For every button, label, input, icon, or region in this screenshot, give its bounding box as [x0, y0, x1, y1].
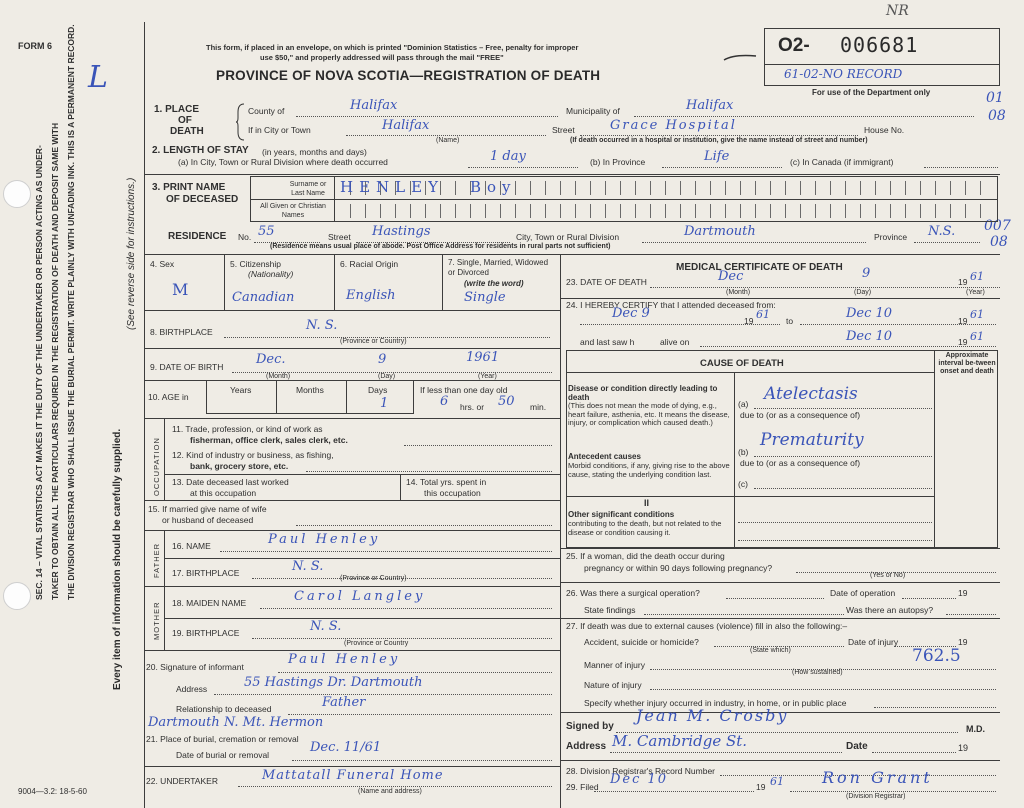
citizenship-label: 5. Citizenship: [230, 259, 282, 269]
street-label: Street: [552, 125, 575, 135]
stay-label: 2. LENGTH OF STAY: [152, 145, 249, 156]
stay-b-value: Life: [704, 149, 730, 164]
antecedent-note: Morbid conditions, if any, giving rise to the above cause, stating the underlying condition last.: [568, 461, 730, 479]
age-hrs-value: 6: [440, 394, 449, 409]
city-label: If in City or Town: [248, 125, 311, 135]
age-label: 10. AGE in: [148, 392, 189, 402]
occupation-side-label: OCCUPATION: [152, 437, 161, 496]
medical-heading: MEDICAL CERTIFICATE OF DEATH: [676, 262, 843, 273]
registrar-signature: Ron Grant: [822, 768, 933, 787]
dod-day: 9: [862, 266, 871, 281]
marital-label: 7. Single, Married, Widowed or Divorced: [448, 258, 549, 277]
residence-city-value: Dartmouth: [684, 224, 756, 239]
trade-label-1: 11. Trade, profession, or kind of work as: [172, 424, 323, 434]
bracket-icon: [236, 102, 246, 142]
md-label: M.D.: [966, 724, 985, 734]
filed-year: 61: [770, 775, 784, 788]
residence-no-label: No.: [238, 232, 252, 242]
residence-note: (Residence means usual place of abode. Post Office Address for residents in rural parts not sufficient): [270, 243, 611, 250]
relationship-value: Father: [322, 695, 366, 710]
statute-line-2: TAKER TO OBTAIN ALL THE PARTICULARS REQUIRED IN THE REGISTRATION OF DEATH AND DEPOSIT SAME WITH: [50, 122, 60, 600]
father-side-label: FATHER: [152, 542, 161, 578]
instructions-note: Every item of information should be carefully supplied.: [112, 428, 123, 690]
due-to-label-2: due to (or as a consequence of): [740, 458, 861, 468]
top-mark: NR: [886, 3, 909, 19]
statute-line-1: SEC. 14 – VITAL STATISTICS ACT MAKES IT THE DUTY OF THE UNDERTAKER OR PERSON ACTING AS UNDER-: [34, 145, 44, 600]
father-birthplace-caption: (Province or Country): [340, 575, 407, 582]
postal-note-1: This form, if placed in an envelope, on which is printed "Dominion Statistics – Free, penalty for improper: [206, 43, 579, 52]
municipality-value: Halifax: [686, 98, 734, 113]
given-name-value: Boy: [470, 178, 517, 196]
dob-month: Dec.: [256, 352, 286, 367]
place-label-2: OF: [178, 115, 192, 126]
how-sustained-caption: (How sustained): [792, 669, 843, 676]
postal-note-2: use $50," and properly addressed will pass through the mail "FREE": [260, 53, 504, 62]
burial-place-label: 21. Place of burial, cremation or removal: [146, 734, 299, 744]
nature-label: Nature of injury: [584, 680, 642, 690]
total-years-label-1: 14. Total yrs. spent in: [406, 477, 487, 487]
stay-a-label: (a) In City, Town or Rural Division where death occurred: [178, 157, 388, 167]
age-years-label: Years: [230, 385, 252, 395]
cause-heading: CAUSE OF DEATH: [700, 358, 784, 369]
doctor-year-prefix: 19: [958, 743, 969, 753]
industry-injury-label: Specify whether injury occurred in industry, in home, or in public place: [584, 698, 847, 708]
alive-on-label: alive on: [660, 337, 690, 347]
last-worked-label-1: 13. Date deceased last worked: [172, 477, 289, 487]
industry-label-1: 12. Kind of industry or business, as fishing,: [172, 450, 334, 460]
house-no-label: House No.: [864, 125, 905, 135]
external-causes-label: 27. If death was due to external causes (violence) fill in also the following:–: [566, 621, 848, 631]
residence-city-label: City, Town or Rural Division: [516, 232, 620, 242]
pregnancy-label-2: pregnancy or within 90 days following pregnancy?: [584, 563, 773, 573]
citizenship-sub: (Nationality): [248, 269, 294, 279]
cause-a-label: (a): [738, 399, 749, 409]
mother-name-label: 18. MAIDEN NAME: [172, 598, 247, 608]
dob-day-caption: (Day): [378, 373, 396, 380]
informant-signature: Paul Henley: [288, 652, 401, 667]
icd-code: 762.5: [912, 646, 961, 666]
to-year: 61: [970, 308, 984, 321]
city-value: Halifax: [382, 118, 430, 133]
hospital-note: (If death occurred in a hospital or institution, give the name instead of street and number): [570, 137, 868, 144]
last-seen-year: 61: [970, 330, 984, 343]
dob-year: 1961: [466, 350, 500, 365]
father-birthplace-label: 17. BIRTHPLACE: [172, 568, 240, 578]
code-4: 08: [990, 234, 1008, 250]
certify-label: 24. I HEREBY CERTIFY that I attended deceased from:: [566, 300, 776, 310]
reg-handwritten-note: 61-02-NO RECORD: [784, 67, 903, 81]
to-year-prefix: 19: [958, 316, 968, 326]
residence-street-label: Street: [328, 232, 351, 242]
surgery-label: 26. Was there a surgical operation?: [566, 588, 700, 598]
surname-value: HENLEY: [340, 178, 444, 196]
mother-side-label: MOTHER: [152, 601, 161, 640]
age-days-value: 1: [380, 396, 389, 411]
birthplace-caption: (Province or Country): [340, 338, 407, 345]
punch-hole-top: [3, 180, 31, 208]
place-label-3: DEATH: [170, 126, 204, 137]
residence-province-value: N.S.: [928, 224, 956, 239]
stay-c-label: (c) In Canada (if immigrant): [790, 157, 894, 167]
county-value: Halifax: [350, 98, 398, 113]
total-years-label-2: this occupation: [424, 488, 481, 498]
hrs-label: hrs. or: [460, 402, 485, 412]
less-than-day-label: If less than one day old: [420, 385, 508, 395]
signed-by-label: Signed by: [566, 721, 614, 732]
attended-from: Dec 9: [612, 306, 650, 321]
check-mark-icon: [722, 50, 758, 64]
dod-year-caption: (Year): [966, 289, 985, 296]
min-label: min.: [530, 402, 547, 412]
dod-month: Dec: [718, 269, 744, 284]
mother-name-value: Carol Langley: [294, 589, 426, 604]
form-title: PROVINCE OF NOVA SCOTIA—REGISTRATION OF DEATH: [216, 68, 601, 83]
residence-label: RESIDENCE: [168, 231, 227, 242]
informant-label: 20. Signature of informant: [146, 662, 244, 672]
last-seen-value: Dec 10: [846, 329, 893, 344]
margin-handwritten-mark: L: [88, 60, 108, 95]
signed-by-value: Jean M. Crosby: [636, 706, 789, 725]
yes-no-caption: (Yes or No): [870, 572, 906, 579]
cause-b-label: (b): [738, 447, 749, 457]
disease-note: (This does not mean the mode of dying, e.g., heart failure, asthenia, etc. It means the disease, injury, or complication which caused death.): [568, 401, 730, 427]
citizenship-value: Canadian: [232, 290, 295, 305]
injury-year-prefix: 19: [958, 637, 968, 647]
reg-number: 006681: [840, 33, 919, 57]
informant-address: 55 Hastings Dr. Dartmouth: [244, 675, 423, 690]
marital-sub: (write the word): [464, 279, 524, 288]
relationship-label: Relationship to deceased: [176, 704, 272, 714]
marital-value: Single: [464, 290, 506, 305]
filed-label: 29. Filed: [566, 782, 599, 792]
manner-label: Manner of injury: [584, 660, 645, 670]
to-label: to: [786, 316, 794, 326]
antecedent-label: Antecedent causes: [568, 452, 641, 461]
operation-year-prefix: 19: [958, 588, 968, 598]
disease-label: Disease or condition directly leading to death: [568, 384, 718, 402]
cause-b-value: Prematurity: [760, 430, 864, 450]
cause-c-label: (c): [738, 479, 748, 489]
cause-a-value: Atelectasis: [764, 384, 858, 404]
burial-date-value: Dec. 11/61: [310, 740, 382, 755]
from-year: 61: [756, 308, 770, 321]
dod-year-prefix: 19: [958, 277, 968, 287]
residence-street-value: Hastings: [372, 224, 431, 239]
other-conditions-label: Other significant conditions: [568, 510, 675, 519]
reg-prefix: O2-: [778, 35, 810, 56]
doctor-date-label: Date: [846, 741, 868, 752]
doctor-address-value: M. Cambridge St.: [612, 732, 748, 750]
dod-year: 61: [970, 270, 984, 283]
given-name-label: All Given or Christian Names: [260, 203, 326, 219]
name-caption: (Name): [436, 137, 460, 144]
surname-label: Surname or Last Name: [289, 181, 327, 197]
residence-no-value: 55: [258, 224, 275, 239]
trade-label-2: fisherman, office clerk, sales clerk, etc.: [190, 435, 348, 445]
part-ii-label: II: [644, 498, 650, 508]
from-year-prefix: 19: [744, 316, 754, 326]
residence-province-label: Province: [874, 232, 908, 242]
code-2: 08: [988, 108, 1006, 124]
pregnancy-label-1: 25. If a woman, did the death occur during: [566, 551, 725, 561]
mother-birthplace-label: 19. BIRTHPLACE: [172, 628, 240, 638]
dob-day: 9: [378, 352, 387, 367]
due-to-label-1: due to (or as a consequence of): [740, 410, 861, 420]
last-seen-label: and last saw h: [580, 337, 635, 347]
burial-date-label: Date of burial or removal: [176, 750, 270, 760]
industry-label-2: bank, grocery store, etc.: [190, 461, 289, 471]
interval-heading: Approximate interval be-tween onset and death: [938, 352, 996, 375]
filed-year-prefix: 19: [756, 782, 766, 792]
age-months-label: Months: [296, 385, 324, 395]
dod-day-caption: (Day): [854, 289, 872, 296]
spouse-label-1: 15. If married give name of wife: [148, 504, 267, 514]
date-of-death-label: 23. DATE OF DEATH: [566, 277, 647, 287]
footer-code: 9004—3.2: 18-5-60: [18, 787, 87, 796]
punch-hole-bottom: [3, 582, 31, 610]
mother-birthplace-caption: (Province or Country: [344, 640, 409, 647]
print-name-label-2: OF DECEASED: [166, 194, 239, 205]
age-days-label: Days: [368, 385, 388, 395]
spouse-label-2: or husband of deceased: [162, 515, 254, 525]
injury-date-label: Date of injury: [848, 637, 899, 647]
code-1: 01: [986, 90, 1004, 106]
registrar-caption: (Division Registrar): [846, 793, 906, 800]
street-value: Grace Hospital: [610, 118, 737, 133]
last-seen-year-prefix: 19: [958, 337, 968, 347]
statute-line-3: THE DIVISION REGISTRAR WHO SHALL ISSUE THE BURIAL PERMIT. WRITE PLAINLY WITH UNFADING INK. THIS IS A PERMANENT RECORD.: [66, 24, 76, 600]
dob-label: 9. DATE OF BIRTH: [150, 362, 224, 372]
stay-sub-label: (in years, months and days): [262, 147, 367, 157]
operation-date-label: Date of operation: [830, 588, 896, 598]
accident-label: Accident, suicide or homicide?: [584, 637, 699, 647]
doctor-address-label: Address: [566, 741, 607, 752]
mother-birthplace-value: N. S.: [310, 619, 342, 634]
undertaker-label: 22. UNDERTAKER: [146, 776, 218, 786]
father-name-label: 16. NAME: [172, 541, 211, 551]
racial-origin-label: 6. Racial Origin: [340, 259, 399, 269]
dod-month-caption: (Month): [726, 289, 751, 296]
burial-place-value: Dartmouth N. Mt. Hermon: [148, 715, 324, 730]
last-worked-label-2: at this occupation: [190, 488, 257, 498]
county-label: County of: [248, 106, 285, 116]
attended-to: Dec 10: [846, 306, 893, 321]
undertaker-caption: (Name and address): [358, 788, 422, 795]
birthplace-value: N. S.: [306, 318, 338, 333]
dob-month-caption: (Month): [266, 373, 291, 380]
filed-value: Dec 10: [610, 772, 669, 787]
other-conditions-note: contributing to the death, but not related to the disease or condition causing it.: [568, 519, 722, 537]
findings-label: State findings: [584, 605, 636, 615]
registrar-record-label: 28. Division Registrar's Record Number: [566, 766, 716, 776]
dob-year-caption: (Year): [478, 373, 497, 380]
stay-a-value: 1 day: [490, 149, 526, 164]
informant-address-label: Address: [176, 684, 208, 694]
sex-label: 4. Sex: [150, 259, 175, 269]
autopsy-label: Was there an autopsy?: [846, 605, 934, 615]
place-label-1: 1. PLACE: [154, 104, 200, 115]
form-number: FORM 6: [18, 41, 53, 51]
stay-b-label: (b) In Province: [590, 157, 646, 167]
age-min-value: 50: [498, 394, 515, 409]
undertaker-value: Mattatall Funeral Home: [262, 768, 444, 783]
code-3: 007: [984, 218, 1011, 234]
municipality-label: Municipality of: [566, 106, 620, 116]
print-name-label-1: 3. PRINT NAME: [152, 182, 226, 193]
dept-use-label: For use of the Department only: [812, 88, 931, 97]
see-reverse-note: (See reverse side for instructions.): [126, 177, 137, 330]
father-birthplace-value: N. S.: [292, 559, 324, 574]
racial-origin-value: English: [346, 288, 396, 303]
sex-value: M: [172, 280, 189, 299]
father-name-value: Paul Henley: [268, 532, 381, 547]
state-which-caption: (State which): [750, 647, 791, 654]
birthplace-label: 8. BIRTHPLACE: [150, 327, 213, 337]
